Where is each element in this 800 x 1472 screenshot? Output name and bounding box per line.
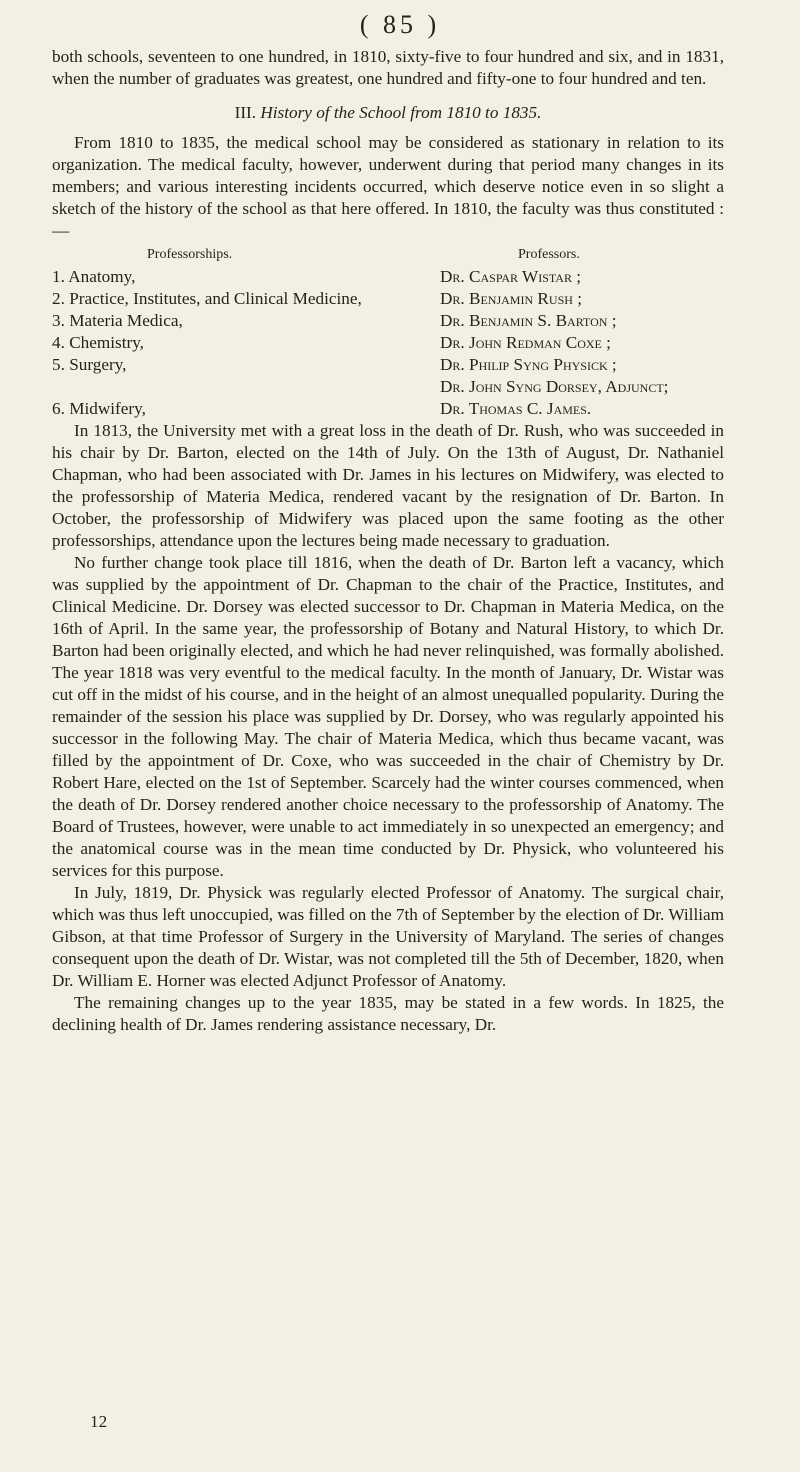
professor-name: Dr. Thomas C. James. — [440, 399, 592, 418]
paragraph-faculty-intro: From 1810 to 1835, the medical school may be considered as stationary in relation to its organization. The medical faculty, however, underwent during that period many changes in its members; and various interesting incidents occurred, which deserve notice even in so slight a sketch of the history of the school as that here offered. In 1810, the faculty was thus constituted :— — [52, 133, 724, 240]
chair-name — [52, 376, 440, 398]
faculty-row — [52, 310, 724, 332]
paragraph-1813: In 1813, the University met with a great loss in the death of Dr. Rush, who was succeeded in his chair by Dr. Barton, elected on the 14th of July. On the 13th of August, Dr. Nathaniel Chapman, who had been associated with Dr. James in his lectures on Midwifery, was elected to the professorship of Materia Medica, rendered vacant by the resignation of Dr. Barton. In October, the professorship of Midwifery was placed upon the same footing as the other professorships, attendance upon the lectures being made necessary to graduation. — [52, 421, 724, 550]
professor-name: Dr. John Syng Dorsey, Adjunct; — [440, 377, 669, 396]
faculty-row — [52, 376, 724, 398]
chair-name: 3. Materia Medica, — [52, 311, 183, 330]
section-number: III. — [234, 103, 257, 122]
professorships-heading: Professorships. — [147, 247, 233, 262]
professor-name: Dr. Caspar Wistar ; — [440, 267, 582, 286]
faculty-row — [52, 288, 724, 310]
faculty-table — [52, 244, 724, 420]
chair-name: 2. Practice, Institutes, and Clinical Medicine, — [52, 289, 362, 308]
faculty-table-header — [52, 244, 724, 266]
professor-name: Dr. Benjamin Rush ; — [440, 289, 582, 308]
professor-name: Dr. Benjamin S. Barton ; — [440, 311, 617, 330]
faculty-row — [52, 354, 724, 376]
body-text — [52, 46, 724, 1036]
professor-name: Dr. Philip Syng Physick ; — [440, 355, 617, 374]
faculty-row — [52, 266, 724, 288]
professor-name: Dr. John Redman Coxe ; — [440, 333, 611, 352]
signature-mark: 12 — [90, 1412, 108, 1431]
intro-paragraph: both schools, seventeen to one hundred, in 1810, sixty-five to four hundred and six, and in 1831, when the number of graduates was greatest, one hundred and fifty-one to four hundred and ten. — [52, 47, 724, 88]
page-number: ( 85 ) — [359, 10, 441, 39]
faculty-row — [52, 332, 724, 354]
paragraph-1816: No further change took place till 1816, when the death of Dr. Barton left a vacancy, which was supplied by the appointment of Dr. Chapman to the chair of the Practice, Institutes, and Clinical Medicine. Dr. Dorsey was elected successor to Dr. Chapman in Materia Medica, on the 16th of April. In the same year, the professorship of Botany and Natural History, to which Dr. Barton had been originally elected, and which he had never relinquished, was formally abolished. The year 1818 was very eventful to the medical faculty. In the month of January, Dr. Wistar was cut off in the midst of his course, and in the height of an almost unequalled popularity. During the remainder of the session his place was supplied by Dr. Dorsey, who was regularly appointed his successor in the following May. The chair of Materia Medica, which thus became vacant, was filled by the appointment of Dr. Coxe, who was succeeded in the chair of Chemistry by Dr. Robert Hare, elected on the 1st of September. Scarcely had the winter courses commenced, when the death of Dr. Dorsey rendered another choice necessary to the professorship of Anatomy. The Board of Trustees, however, were unable to act immediately in so unexpected an emergency; and the anatomical course was in the mean time conducted by Dr. Physick, who volunteered his services for this purpose. — [52, 553, 724, 880]
chair-name: 1. Anatomy, — [52, 267, 136, 286]
paragraph-1819: In July, 1819, Dr. Physick was regularly elected Professor of Anatomy. The surgical chair, which was thus left unoccupied, was filled on the 7th of September by the election of Dr. William Gibson, at that time Professor of Surgery in the University of Maryland. The series of changes consequent upon the death of Dr. Wistar, was not completed till the 5th of December, 1820, when Dr. William E. Horner was elected Adjunct Professor of Anatomy. — [52, 883, 724, 990]
chair-name: 6. Midwifery, — [52, 399, 146, 418]
section-heading — [52, 102, 724, 124]
chair-name: 5. Surgery, — [52, 355, 127, 374]
faculty-row — [52, 398, 724, 420]
section-title: History of the School from 1810 to 1835. — [260, 103, 542, 122]
chair-name: 4. Chemistry, — [52, 333, 144, 352]
professors-heading: Professors. — [518, 247, 580, 262]
paragraph-1825: The remaining changes up to the year 1835, may be stated in a few words. In 1825, the declining health of Dr. James rendering assistance necessary, Dr. — [52, 993, 724, 1034]
